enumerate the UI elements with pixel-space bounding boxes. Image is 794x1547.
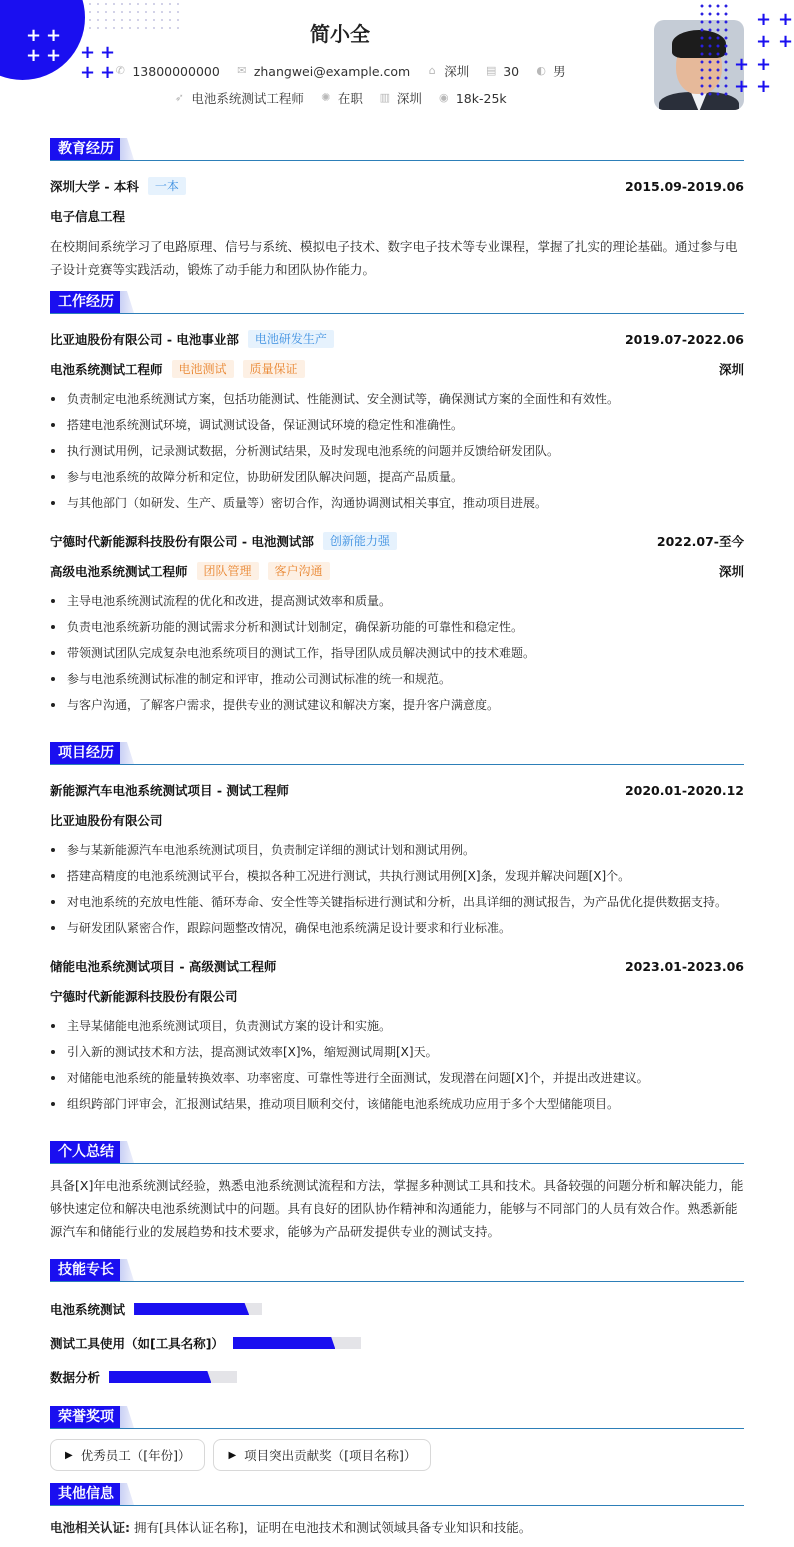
section-title: 技能专长 bbox=[50, 1259, 122, 1281]
position-tag: 质量保证 bbox=[243, 360, 305, 378]
section-title: 教育经历 bbox=[50, 138, 122, 160]
awards-list bbox=[50, 1439, 744, 1471]
contact-email: ✉ zhangwei@example.com bbox=[237, 63, 411, 79]
skill-item bbox=[50, 1360, 403, 1394]
resume-header bbox=[0, 0, 794, 120]
section-header bbox=[50, 742, 744, 765]
contact-city: ⌂ 深圳 bbox=[426, 62, 469, 80]
position-title: 高级电池系统测试工程师 bbox=[50, 564, 188, 579]
home-icon: ⌂ bbox=[428, 64, 436, 77]
work-location: 深圳 bbox=[718, 362, 744, 377]
section-title: 工作经历 bbox=[50, 291, 122, 313]
resume-content bbox=[50, 138, 744, 1540]
section-header bbox=[50, 291, 744, 314]
project-period: 2020.01-2020.12 bbox=[624, 782, 744, 798]
plus-decoration-icon: + bbox=[756, 9, 772, 30]
major: 电子信息工程 bbox=[50, 209, 126, 224]
other-label: 电池相关认证: bbox=[50, 1520, 130, 1535]
list-item: 引入新的测试技术和方法，提高测试效率[X]%，缩短测试周期[X]天。 bbox=[50, 1039, 744, 1065]
plus-decoration-icon: + bbox=[734, 76, 750, 97]
position-title: 电池系统测试工程师 bbox=[50, 362, 163, 377]
intent-salary: ◉ 18k-25k bbox=[439, 90, 507, 106]
gender-icon: ◐ bbox=[536, 64, 546, 77]
list-item: 参与电池系统测试标准的制定和评审，推动公司测试标准的统一和规范。 bbox=[50, 666, 744, 692]
skill-item bbox=[50, 1326, 403, 1360]
building-icon: ▥ bbox=[379, 91, 391, 104]
summary-text: 具备[X]年电池系统测试经验，熟悉电池系统测试流程和方法，掌握多种测试工具和技术。具备较强的问题分析和解决能力，能够快速定位和解决电池系统测试中的问题。具有良好的团队协作精神和沟通能力，能够与不同部门的人员有效合作。熟悉新能源汽车和储能行业的发展趋势和技术要求，能够为产品研发提供专业的测试支持。 bbox=[50, 1178, 744, 1239]
email-icon: ✉ bbox=[237, 64, 247, 77]
status-icon: ✺ bbox=[321, 91, 331, 104]
education-period: 2015.09-2019.06 bbox=[624, 178, 744, 194]
summary-section bbox=[50, 1141, 744, 1243]
project-name: 储能电池系统测试项目 - 高级测试工程师 bbox=[50, 959, 277, 974]
work-period: 2019.07-2022.06 bbox=[624, 331, 744, 347]
list-item: 与其他部门（如研发、生产、质量等）密切合作，沟通协调测试相关事宜，推动项目进展。 bbox=[50, 490, 744, 516]
position-tag: 电池测试 bbox=[172, 360, 234, 378]
plus-decoration-icon: + bbox=[734, 54, 750, 75]
plus-decoration-icon: + bbox=[46, 25, 62, 46]
other-text: 拥有[具体认证名称]，证明在电池技术和测试领域具备专业知识和技能。 bbox=[133, 1520, 532, 1535]
intent-city: ▥ 深圳 bbox=[379, 91, 422, 106]
salary-icon: ◉ bbox=[439, 91, 449, 104]
skill-bar-fill bbox=[109, 1371, 211, 1383]
education-description: 在校期间系统学习了电路原理、信号与系统、模拟电子技术、数字电子技术等专业课程，掌握了扎实的理论基础。通过参与电子设计竞赛等实践活动，锻炼了动手能力和团队协作能力。 bbox=[50, 239, 738, 277]
skill-bar-fill bbox=[134, 1303, 249, 1315]
triangle-right-icon: ▶ bbox=[65, 1449, 73, 1461]
project-item bbox=[50, 951, 744, 1117]
plus-decoration-icon: + bbox=[26, 45, 42, 66]
work-bullets bbox=[50, 386, 744, 516]
section-header bbox=[50, 1259, 744, 1282]
contact-phone: ✆ 13800000000 bbox=[115, 63, 220, 79]
list-item: 负责电池系统新功能的测试需求分析和测试计划制定，确保新功能的可靠性和稳定性。 bbox=[50, 614, 744, 640]
section-header bbox=[50, 138, 744, 161]
award-item: ▶ 项目突出贡献奖（[项目名称]） bbox=[213, 1439, 431, 1471]
work-item bbox=[50, 324, 744, 516]
company-name: 宁德时代新能源科技股份有限公司 - 电池测试部 bbox=[50, 534, 314, 549]
age-icon: ▤ bbox=[486, 64, 497, 77]
skill-item bbox=[50, 1292, 403, 1326]
work-item bbox=[50, 526, 744, 718]
skill-name: 数据分析 bbox=[50, 1370, 101, 1385]
education-section bbox=[50, 138, 744, 281]
plus-decoration-icon: + bbox=[46, 45, 62, 66]
plus-decoration-icon: + bbox=[100, 62, 116, 83]
contact-gender: ◐ 男 bbox=[536, 64, 566, 79]
section-title: 荣誉奖项 bbox=[50, 1406, 122, 1428]
skill-bar-fill bbox=[233, 1337, 335, 1349]
section-title: 其他信息 bbox=[50, 1483, 122, 1505]
skills-list bbox=[50, 1292, 744, 1394]
section-header bbox=[50, 1406, 744, 1429]
position-tag: 客户沟通 bbox=[268, 562, 330, 580]
plus-decoration-icon: + bbox=[778, 31, 794, 52]
list-item: 与客户沟通，了解客户需求，提供专业的测试建议和解决方案，提升客户满意度。 bbox=[50, 692, 744, 718]
list-item: 主导电池系统测试流程的优化和改进，提高测试效率和质量。 bbox=[50, 588, 744, 614]
intent-position: ➶ 电池系统测试工程师 bbox=[174, 91, 304, 106]
list-item: 组织跨部门评审会，汇报测试结果，推动项目顺利交付，该储能电池系统成功应用于多个大型储能项目。 bbox=[50, 1091, 744, 1117]
position-tag: 团队管理 bbox=[197, 562, 259, 580]
skill-bar bbox=[109, 1371, 237, 1383]
section-title: 个人总结 bbox=[50, 1141, 122, 1163]
candidate-name: 简小全 bbox=[310, 22, 370, 46]
triangle-right-icon: ▶ bbox=[228, 1449, 237, 1461]
plus-decoration-icon: + bbox=[26, 25, 42, 46]
list-item: 参与电池系统的故障分析和定位，协助研发团队解决问题，提高产品质量。 bbox=[50, 464, 744, 490]
intent-status: ✺ 在职 bbox=[321, 91, 363, 106]
awards-section bbox=[50, 1406, 744, 1471]
plus-decoration-icon: + bbox=[756, 31, 772, 52]
list-item: 带领测试团队完成复杂电池系统项目的测试工作，指导团队成员解决测试中的技术难题。 bbox=[50, 640, 744, 666]
skill-bar bbox=[134, 1303, 262, 1315]
skill-name: 电池系统测试 bbox=[50, 1302, 126, 1317]
company-tag: 电池研发生产 bbox=[248, 330, 334, 348]
section-header bbox=[50, 1483, 744, 1506]
project-company: 宁德时代新能源科技股份有限公司 bbox=[50, 989, 238, 1004]
company-tag: 创新能力强 bbox=[323, 532, 397, 550]
list-item: 参与某新能源汽车电池系统测试项目，负责制定详细的测试计划和测试用例。 bbox=[50, 837, 744, 863]
plus-decoration-icon: + bbox=[80, 42, 96, 63]
skills-section bbox=[50, 1259, 744, 1394]
award-item: ▶ 优秀员工（[年份]） bbox=[50, 1439, 205, 1471]
section-header bbox=[50, 1141, 744, 1164]
list-item: 主导某储能电池系统测试项目，负责测试方案的设计和实施。 bbox=[50, 1013, 744, 1039]
project-item bbox=[50, 775, 744, 941]
education-row bbox=[50, 171, 744, 201]
project-bullets bbox=[50, 837, 744, 941]
list-item: 执行测试用例，记录测试数据，分析测试结果，及时发现电池系统的问题并反馈给研发团队。 bbox=[50, 438, 744, 464]
plus-decoration-icon: + bbox=[756, 76, 772, 97]
contact-age: ▤ 30 bbox=[486, 63, 520, 79]
school-tag: 一本 bbox=[148, 177, 186, 195]
project-period: 2023.01-2023.06 bbox=[624, 958, 744, 974]
plus-decoration-icon: + bbox=[80, 62, 96, 83]
work-section bbox=[50, 291, 744, 718]
school-name: 深圳大学 - 本科 bbox=[50, 179, 139, 194]
list-item: 对储能电池系统的能量转换效率、功率密度、可靠性等进行全面测试，发现潜在问题[X]个，并提出改进建议。 bbox=[50, 1065, 744, 1091]
work-period: 2022.07-至今 bbox=[656, 534, 744, 549]
contact-row bbox=[0, 62, 680, 83]
list-item: 搭建电池系统测试环境，调试测试设备，保证测试环境的稳定性和准确性。 bbox=[50, 412, 744, 438]
list-item: 与研发团队紧密合作，跟踪问题整改情况，确保电池系统满足设计要求和行业标准。 bbox=[50, 915, 744, 941]
list-item: 负责制定电池系统测试方案，包括功能测试、性能测试、安全测试等，确保测试方案的全面性和有效性。 bbox=[50, 386, 744, 412]
phone-icon: ✆ bbox=[115, 64, 125, 77]
company-name: 比亚迪股份有限公司 - 电池事业部 bbox=[50, 332, 239, 347]
list-item: 搭建高精度的电池系统测试平台，模拟各种工况进行测试，共执行测试用例[X]条，发现并解决问题[X]个。 bbox=[50, 863, 744, 889]
work-bullets bbox=[50, 588, 744, 718]
section-title: 项目经历 bbox=[50, 742, 122, 764]
job-intent-row bbox=[0, 89, 680, 107]
project-bullets bbox=[50, 1013, 744, 1117]
project-name: 新能源汽车电池系统测试项目 - 测试工程师 bbox=[50, 783, 289, 798]
send-icon: ➶ bbox=[174, 91, 184, 104]
project-company: 比亚迪股份有限公司 bbox=[50, 813, 163, 828]
skill-bar bbox=[233, 1337, 361, 1349]
plus-decoration-icon: + bbox=[756, 54, 772, 75]
other-section bbox=[50, 1483, 744, 1540]
dot-grid-decoration bbox=[698, 2, 730, 96]
list-item: 对电池系统的充放电性能、循环寿命、安全性等关键指标进行测试和分析，出具详细的测试报告，为产品优化提供数据支持。 bbox=[50, 889, 744, 915]
other-info bbox=[50, 1516, 744, 1540]
plus-decoration-icon: + bbox=[778, 9, 794, 30]
plus-decoration-icon: + bbox=[100, 42, 116, 63]
projects-section bbox=[50, 742, 744, 1117]
skill-name: 测试工具使用（如[工具名称]） bbox=[50, 1336, 224, 1351]
work-location: 深圳 bbox=[718, 564, 744, 579]
